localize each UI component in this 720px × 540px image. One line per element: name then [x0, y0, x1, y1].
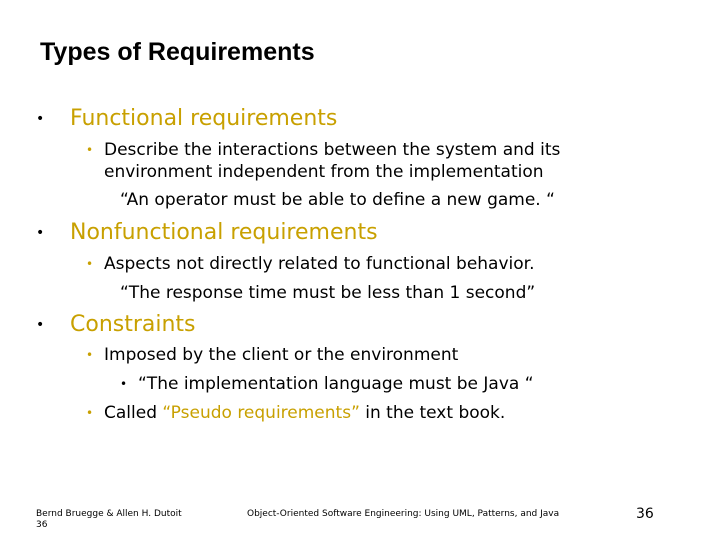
sub-bullet-icon: •	[86, 348, 94, 362]
sub-text-suffix: in the text book.	[359, 403, 506, 423]
footer-authors-page: 36	[36, 520, 48, 530]
slide-title: Types of Requirements	[40, 38, 315, 66]
bullet-functional-requirements	[36, 106, 337, 132]
bullet-icon: •	[36, 225, 45, 241]
bullet-constraints	[36, 312, 196, 338]
bullet-icon: •	[36, 317, 45, 333]
page-number: 36	[636, 506, 654, 522]
footer-book-title: Object-Oriented Software Engineering: Using UML, Patterns, and Java	[247, 509, 560, 519]
sub-bullet-icon: •	[86, 143, 94, 157]
bullet-nonfunctional-requirements	[36, 220, 378, 246]
nested-bullet-icon: •	[120, 377, 128, 391]
sub-text-line: Describe the interactions between the system and its	[104, 140, 561, 160]
sub-text-prefix: Called	[104, 403, 163, 423]
quote-constraints: “The implementation language must be Java “	[138, 374, 534, 394]
sub-bullet-describe	[86, 139, 560, 161]
bullet-icon: •	[36, 111, 45, 127]
quote-functional: “An operator must be able to define a new game. “	[120, 190, 555, 210]
quote-nonfunctional: “The response time must be less than 1 second”	[120, 283, 536, 303]
heading-constraints: Constraints	[70, 312, 196, 337]
sub-bullet-icon: •	[86, 257, 94, 271]
sub-text-continuation: environment independent from the implementation	[104, 162, 544, 182]
heading-nonfunctional-requirements: Nonfunctional requirements	[70, 220, 378, 245]
pseudo-requirements-highlight: “Pseudo requirements”	[162, 403, 360, 423]
sub-text-line: Imposed by the client or the environment	[104, 345, 459, 365]
sub-text-line: Aspects not directly related to functional behavior.	[104, 254, 535, 274]
footer-authors: Bernd Bruegge & Allen H. Dutoit	[36, 509, 182, 519]
sub-bullet-pseudo	[86, 402, 505, 424]
sub-bullet-icon: •	[86, 406, 94, 420]
sub-bullet-imposed	[86, 344, 458, 366]
sub-bullet-aspects	[86, 253, 535, 275]
heading-functional-requirements: Functional requirements	[70, 106, 338, 131]
nested-bullet-java	[120, 373, 534, 395]
